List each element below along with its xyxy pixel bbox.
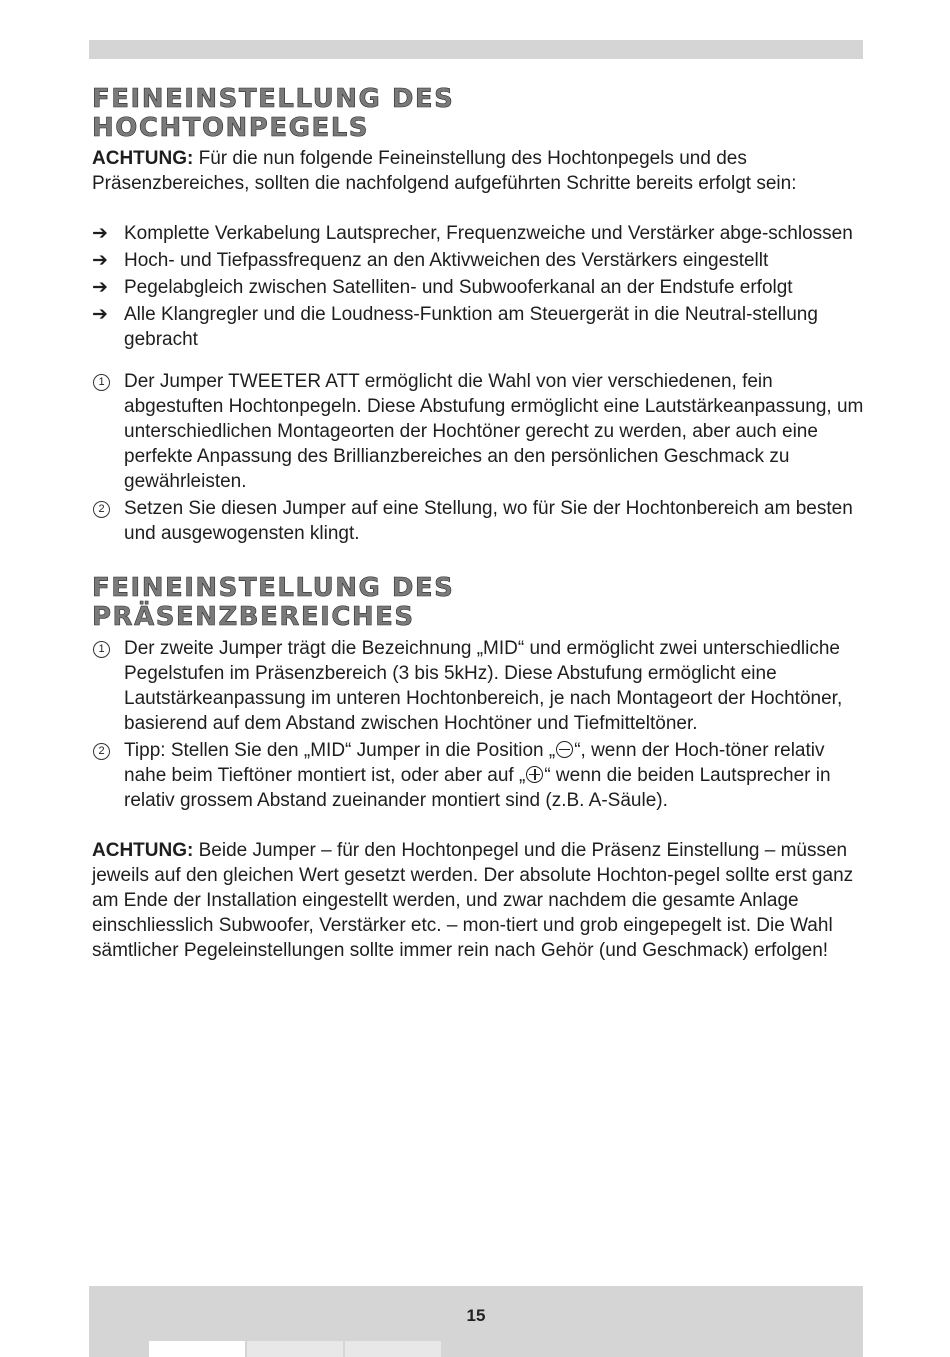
footer-tab (149, 1341, 245, 1357)
section1-heading (92, 85, 864, 143)
circle-plus-icon (526, 766, 543, 783)
list-item (92, 496, 864, 546)
section1-heading-line2: HOCHTONPEGELS (92, 113, 370, 143)
section1-steps (92, 369, 864, 546)
step-number-1: 1 (93, 374, 110, 391)
header-bar (89, 40, 863, 59)
footer-tab (247, 1341, 343, 1357)
tip-text-part1: Tipp: Stellen Sie den „MID“ Jumper in die Position „ (124, 740, 556, 761)
list-item (92, 369, 864, 494)
warning-text: Für die nun folgende Feineinstellung des Hochtonpegels und des Präsenzbereiches, sollten die nachfolgend aufgeführten Schritte bereits erfolgt sein: (92, 148, 797, 194)
list-item (92, 636, 864, 736)
prerequisite-list (92, 221, 864, 352)
step-number-2: 2 (93, 743, 110, 760)
section2-heading-line2: PRÄSENZBEREICHES (92, 602, 415, 632)
section1-heading-line1: FEINEINSTELLUNG DES (92, 84, 455, 114)
list-item (92, 302, 864, 352)
list-item (92, 248, 864, 273)
right-arrow-icon: ➔ (92, 277, 108, 298)
list-item-text: Setzen Sie diesen Jumper auf eine Stellung, wo für Sie der Hochtonbereich am besten und ausgewogensten klingt. (124, 498, 853, 544)
list-item-text: Pegelabgleich zwischen Satelliten- und Subwooferkanal an der Endstufe erfolgt (124, 277, 793, 298)
page-content (92, 85, 864, 963)
page-number: 15 (466, 1306, 486, 1325)
section1-warning (92, 146, 864, 196)
list-item-text: Alle Klangregler und die Loudness-Funktion am Steuergerät in die Neutral-stellung gebracht (124, 304, 818, 350)
right-arrow-icon: ➔ (92, 304, 108, 325)
footer-bar (89, 1286, 863, 1357)
warning-label: ACHTUNG: (92, 840, 194, 861)
step-number-1: 1 (93, 641, 110, 658)
right-arrow-icon: ➔ (92, 223, 108, 244)
section2-heading-line1: FEINEINSTELLUNG DES (92, 573, 455, 603)
section2-warning (92, 838, 864, 963)
section2-heading (92, 574, 864, 632)
footer-tab (345, 1341, 441, 1357)
warning-text: Beide Jumper – für den Hochtonpegel und die Präsenz Einstellung – müssen jeweils auf den gleichen Wert gesetzt werden. Der absolute Hochton-pegel sollte erst ganz am Ende der Installation eingestellt werden, und zwar nachdem die gesamte Anlage einschliesslich Subwoofer, Verstärker etc. – mon-tiert und grob eingepegelt ist. Die Wahl sämtlicher Pegeleinstellungen sollte immer rein nach Gehör (und Geschmack) erfolgen! (92, 840, 854, 961)
section2-steps (92, 636, 864, 813)
warning-label: ACHTUNG: (92, 148, 194, 169)
list-item-text: Der zweite Jumper trägt die Bezeichnung „MID“ und ermöglicht zwei unterschiedliche Pegelstufen im Präsenzbereich (3 bis 5kHz). Diese Abstufung ermöglicht eine Lautstärkeanpassung im unteren Hochtonbereich, je nach Montageort der Hochtöner, basierend auf dem Abstand zwischen Hochtöner und Tiefmitteltöner. (124, 638, 843, 734)
step-number-2: 2 (93, 501, 110, 518)
list-item-text: Hoch- und Tiefpassfrequenz an den Aktivweichen des Verstärkers eingestellt (124, 250, 769, 271)
tip-text-part3: “ wenn die beiden Lautsprecher in relativ grossem Abstand zueinander montiert sind (z.B. A-Säule). (124, 765, 831, 811)
list-item (92, 275, 864, 300)
list-item (92, 221, 864, 246)
tip-text-part2: “, wenn der Hoch-töner relativ nahe beim Tieftöner montiert ist, oder aber auf „ (124, 740, 825, 786)
list-item-text: Der Jumper TWEETER ATT ermöglicht die Wahl von vier verschiedenen, fein abgestuften Hochtonpegeln. Diese Abstufung ermöglicht eine Lautstärkeanpassung, um unterschiedlichen Montageorten der Hochtöner gerecht zu werden, aber auch eine perfekte Anpassung des Brillianzbereiches an den persönlichen Geschmack zu gewährleisten. (124, 371, 864, 492)
list-item-text: Komplette Verkabelung Lautsprecher, Frequenzweiche und Verstärker abge-schlossen (124, 223, 853, 244)
list-item (92, 738, 864, 813)
right-arrow-icon: ➔ (92, 250, 108, 271)
circle-minus-icon (556, 741, 573, 758)
